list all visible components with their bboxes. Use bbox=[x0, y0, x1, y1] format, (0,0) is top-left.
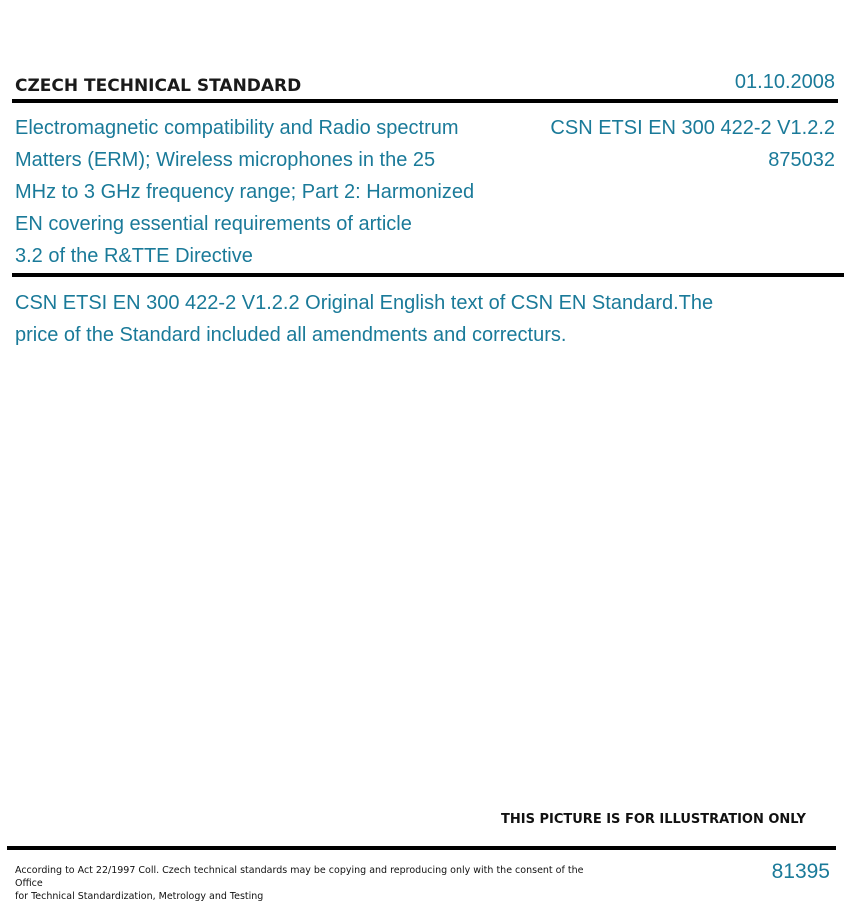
header-divider bbox=[12, 99, 838, 103]
title-line: Matters (ERM); Wireless microphones in the 25 bbox=[15, 149, 436, 171]
title-line: EN covering essential requirements of article bbox=[15, 213, 412, 235]
legal-notice bbox=[15, 864, 595, 903]
standard-identifiers bbox=[550, 112, 835, 176]
title-line: 3.2 of the R&TTE Directive bbox=[15, 245, 253, 267]
footer-divider bbox=[7, 846, 836, 850]
description-line: CSN ETSI EN 300 422-2 V1.2.2 Original English text of CSN EN Standard.The bbox=[15, 292, 714, 314]
illustration-notice: THIS PICTURE IS FOR ILLUSTRATION ONLY bbox=[501, 812, 806, 827]
footer-number: 81395 bbox=[771, 860, 830, 883]
catalog-number: 875032 bbox=[768, 149, 835, 171]
legal-line: According to Act 22/1997 Coll. Czech technical standards may be copying and reproducing only with the consent of the Office bbox=[15, 865, 584, 889]
title-divider bbox=[12, 273, 844, 277]
standard-code: CSN ETSI EN 300 422-2 V1.2.2 bbox=[550, 117, 835, 139]
standard-title bbox=[15, 112, 515, 272]
description-line: price of the Standard included all amendments and correcturs. bbox=[15, 324, 567, 346]
title-line: MHz to 3 GHz frequency range; Part 2: Harmonized bbox=[15, 181, 475, 203]
standard-description bbox=[15, 287, 795, 351]
legal-line: for Technical Standardization, Metrology and Testing bbox=[15, 891, 264, 902]
issue-date: 01.10.2008 bbox=[734, 71, 835, 93]
title-line: Electromagnetic compatibility and Radio spectrum bbox=[15, 117, 459, 139]
document-type-label: CZECH TECHNICAL STANDARD bbox=[15, 76, 302, 96]
